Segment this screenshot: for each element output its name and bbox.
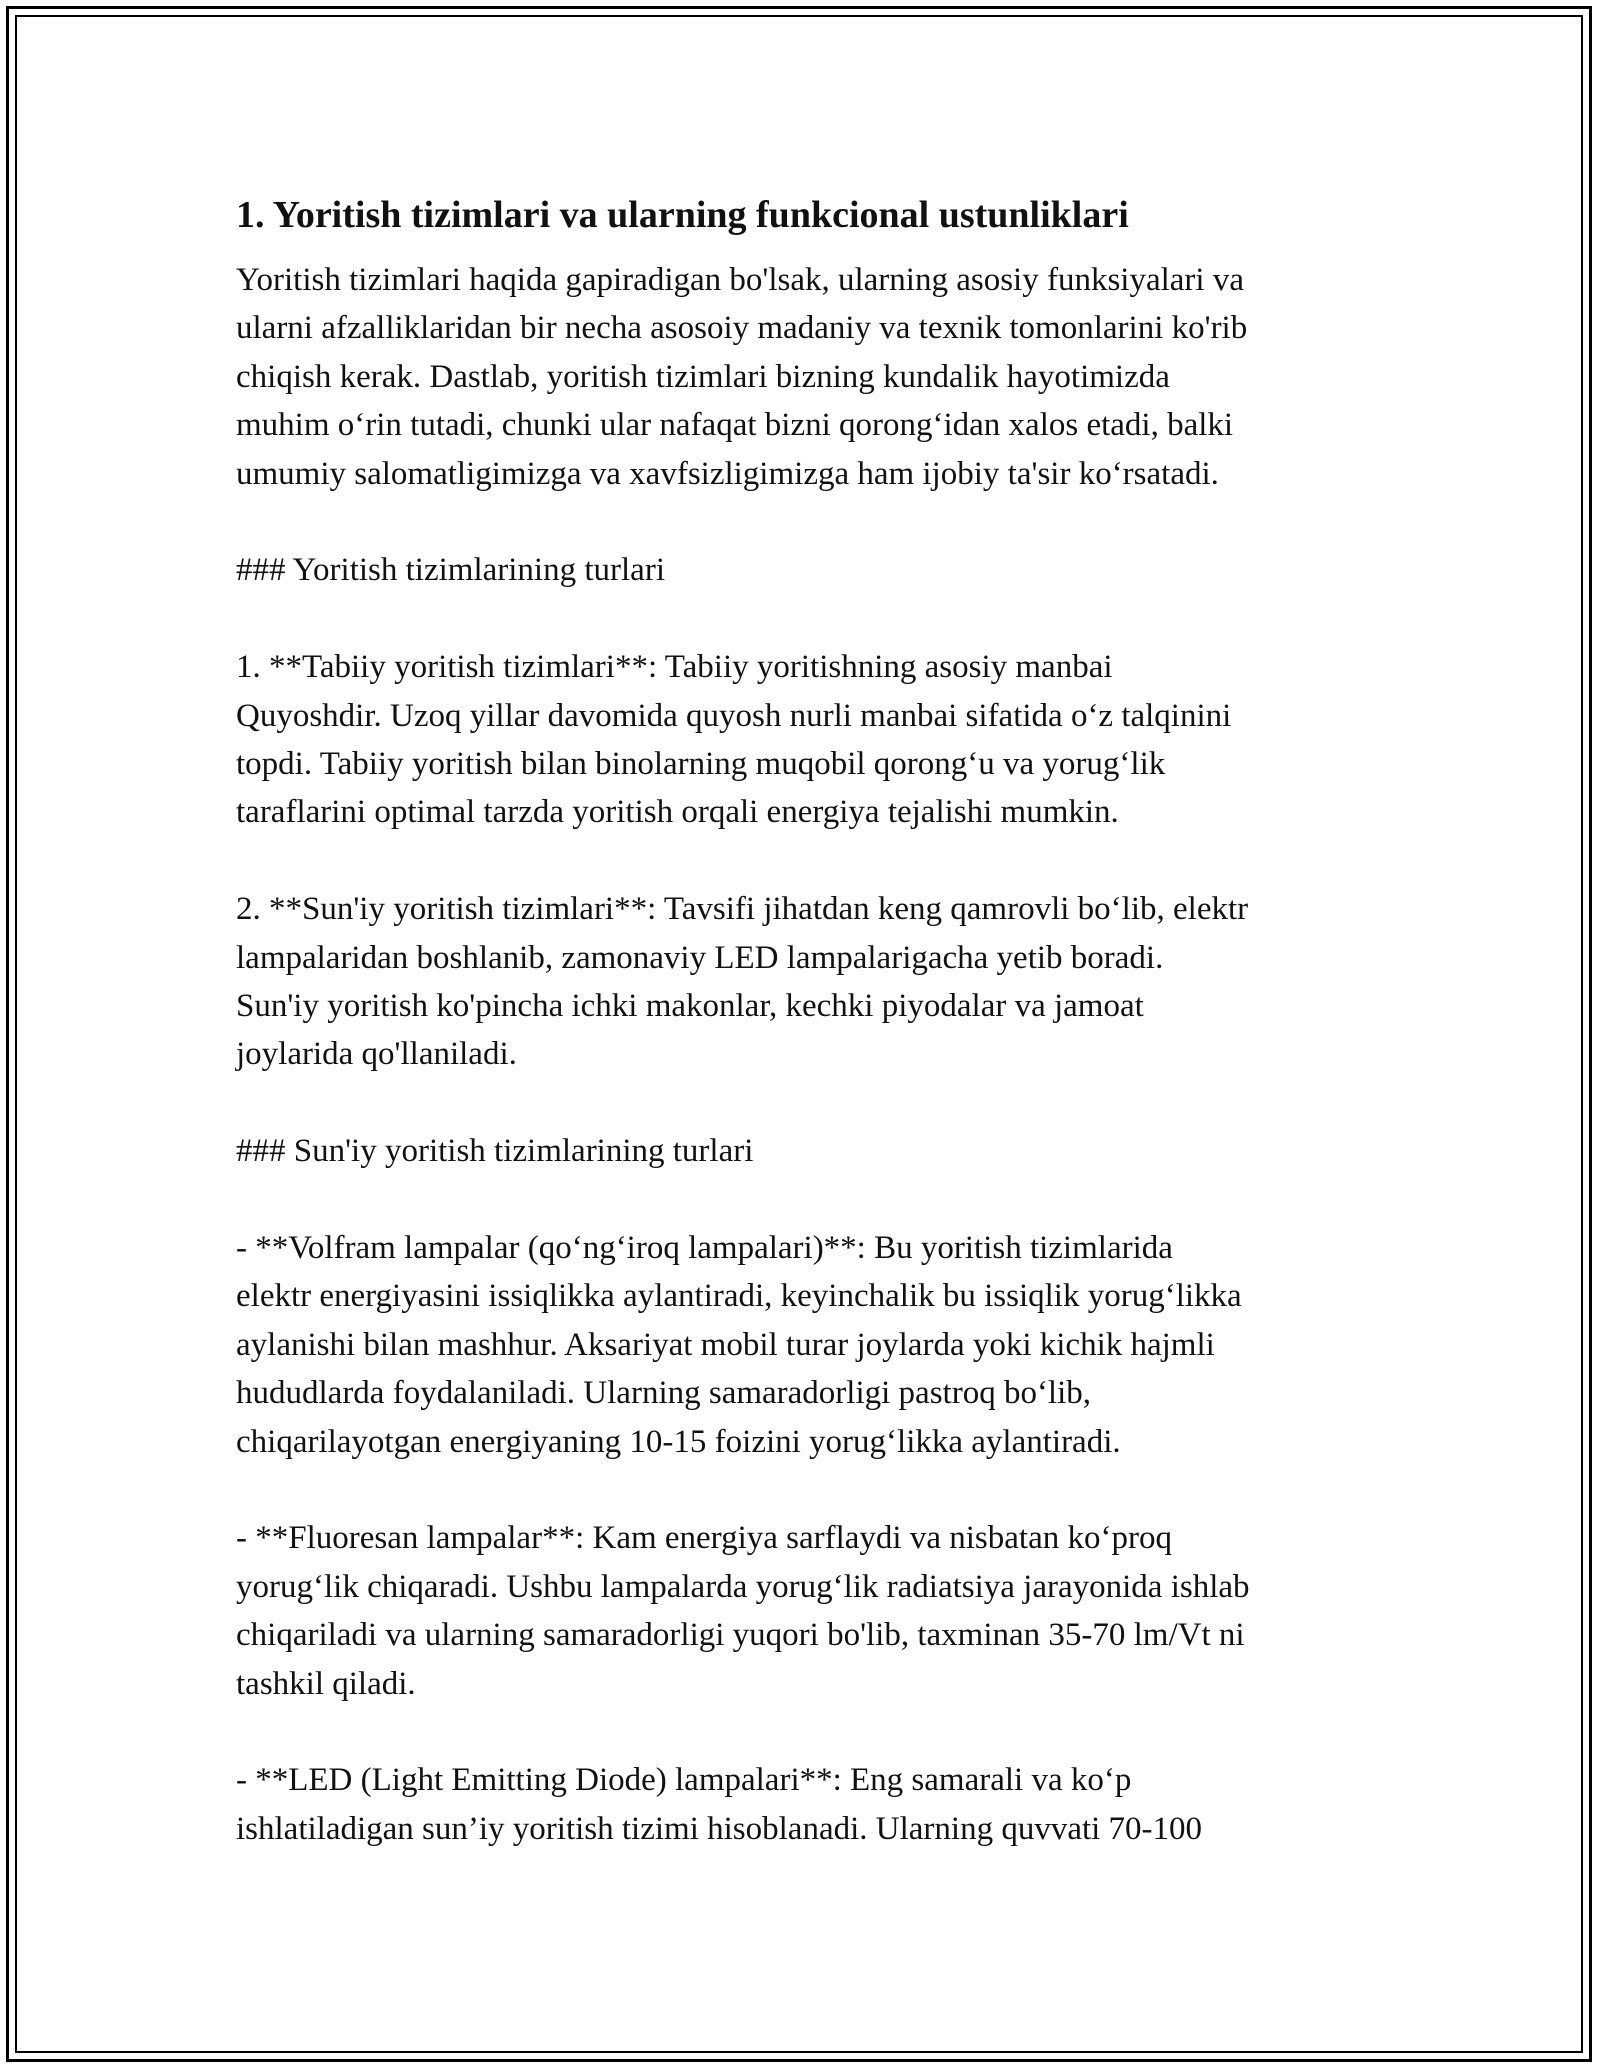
section-heading-artificial-types: ### Sun'iy yoritish tizimlarining turlari bbox=[236, 1133, 754, 1170]
list-item-natural-lighting: 1. **Tabiiy yoritish tizimlari**: Tabiiy yoritishning asosiy manbai Quyoshdir. Uzoq yillar davomida quyosh nurli manbai sifatida o‘z talqinini topdi. Tabiiy yoritish bilan binolarning muqobil qorong‘u va yorug‘lik taraflarini optimal tarzda yoritish orqali energiya tejalishi mumkin. bbox=[236, 649, 1232, 831]
document-body bbox=[236, 187, 1376, 1902]
list-item-tungsten-lamps: - **Volfram lampalar (qo‘ng‘iroq lampalari)**: Bu yoritish tizimlarida elektr energiyasini issiqlikka aylantiradi, keyinchalik bu issiqlik yorug‘likka aylanishi bilan mashhur. Aksariyat mobil turar joylarda yoki kichik hajmli hududlarda foydalaniladi. Ularning samaradorligi pastroq bo‘lib, chiqarilayotgan energiyaning 10-15 foizini yorug‘likka aylantiradi. bbox=[236, 1230, 1242, 1460]
list-item-fluorescent-lamps: - **Fluoresan lampalar**: Kam energiya sarflaydi va nisbatan ko‘proq yorug‘lik chiqaradi. Ushbu lampalarda yorug‘lik radiatsiya jarayonida ishlab chiqariladi va ularning samaradorligi yuqori bo'lib, taxminan 35-70 lm/Vt ni tashkil qiladi. bbox=[236, 1520, 1250, 1702]
section-heading-lighting-types: ### Yoritish tizimlarining turlari bbox=[236, 552, 665, 589]
list-item-led-lamps: - **LED (Light Emitting Diode) lampalari**: Eng samarali va ko‘p ishlatiladigan sun’iy yoritish tizimi hisoblanadi. Ularning quvvati 70-100 bbox=[236, 1762, 1203, 1847]
document-title: 1. Yoritish tizimlari va ularning funkcional ustunliklari bbox=[236, 194, 1129, 236]
list-item-artificial-lighting: 2. **Sun'iy yoritish tizimlari**: Tavsifi jihatdan keng qamrovli bo‘lib, elektr lampalaridan boshlanib, zamonaviy LED lampalarigacha yetib boradi. Sun'iy yoritish ko'pincha ichki makonlar, kechki piyodalar va jamoat joylarida qo'llaniladi. bbox=[236, 891, 1249, 1073]
intro-paragraph: Yoritish tizimlari haqida gapiradigan bo'lsak, ularning asosiy funksiyalari va ularni afzalliklaridan bir necha asosoiy madaniy va texnik tomonlarini ko'rib chiqish kerak. Dastlab, yoritish tizimlari bizning kundalik hayotimizda muhim o‘rin tutadi, chunki ular nafaqat bizni qorong‘idan xalos etadi, balki umumiy salomatligimizga va xavfsizligimizga ham ijobiy ta'sir ko‘rsatadi. bbox=[236, 262, 1248, 492]
